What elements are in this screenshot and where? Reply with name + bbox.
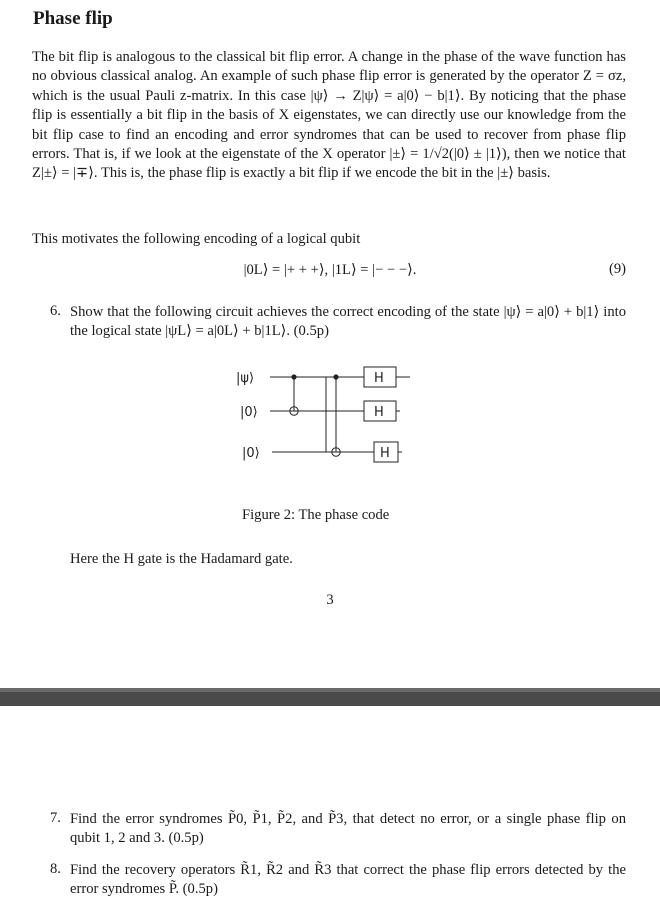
intro-paragraph: The bit flip is analogous to the classical bit flip error. A change in the phase of the wave function has no obvious classical analog. An example of such phase flip error is generated by the operator Z = σz, which is the usual Pauli z-matrix. In this case |ψ⟩ → Z|ψ⟩ = a|0⟩ − b|1⟩. By noticing that the phase flip is essentially a bit flip in the basis of X eigenstates, we can directly use our knowledge from the bit flip case to find an encoding and error syndromes that can be used to recover from phase flip errors. That is, if we look at the eigenstate of the X operator |±⟩ = 1/√2(|0⟩ ± |1⟩), then we notice that Z|±⟩ = |∓⟩. This is, the phase flip is exactly a bit flip if we encode the bit in the |±⟩ basis. (32, 49, 626, 182)
input-zero-label-2: |0⟩ (240, 405, 258, 420)
question-7-number: 7. (50, 810, 61, 826)
phase-code-circuit (228, 358, 428, 468)
logical-qubit-equation: |0L⟩ = |+ + +⟩, |1L⟩ = |− − −⟩. (243, 262, 417, 278)
page-number: 3 (326, 592, 334, 608)
figure-caption: Figure 2: The phase code (242, 507, 390, 523)
input-zero-label-3: |0⟩ (242, 446, 260, 461)
question-6-number: 6. (50, 303, 61, 319)
page-4 (0, 706, 660, 915)
question-8-text: Find the recovery operators R̃1, R̃2 and R̃3 that correct the phase flip errors detected by the error syndromes P̃. (0.5p) (70, 862, 626, 898)
question-8-number: 8. (50, 861, 61, 877)
question-6-text: Show that the following circuit achieves the correct encoding of the state |ψ⟩ = a|0⟩ + b|1⟩ into the logical state |ψL⟩ = a|0L⟩ + b|1L⟩. (0.5p) (70, 304, 626, 340)
section-title: Phase flip (33, 8, 113, 29)
hadamard-gate-1-label: H (374, 371, 384, 386)
input-psi-label: |ψ⟩ (236, 371, 255, 386)
hadamard-note: Here the H gate is the Hadamard gate. (70, 551, 293, 567)
cnot-2-control-dot (333, 374, 338, 379)
equation-number: (9) (608, 261, 626, 277)
motivation-paragraph: This motivates the following encoding of a logical qubit (32, 231, 361, 247)
question-7-text: Find the error syndromes P̃0, P̃1, P̃2, and P̃3, that detect no error, or a single phase flip on qubit 1, 2 and 3. (0.5p) (70, 811, 626, 847)
hadamard-gate-2-label: H (374, 405, 384, 420)
hadamard-gate-3-label: H (380, 446, 390, 461)
page-separator-highlight (0, 688, 660, 692)
